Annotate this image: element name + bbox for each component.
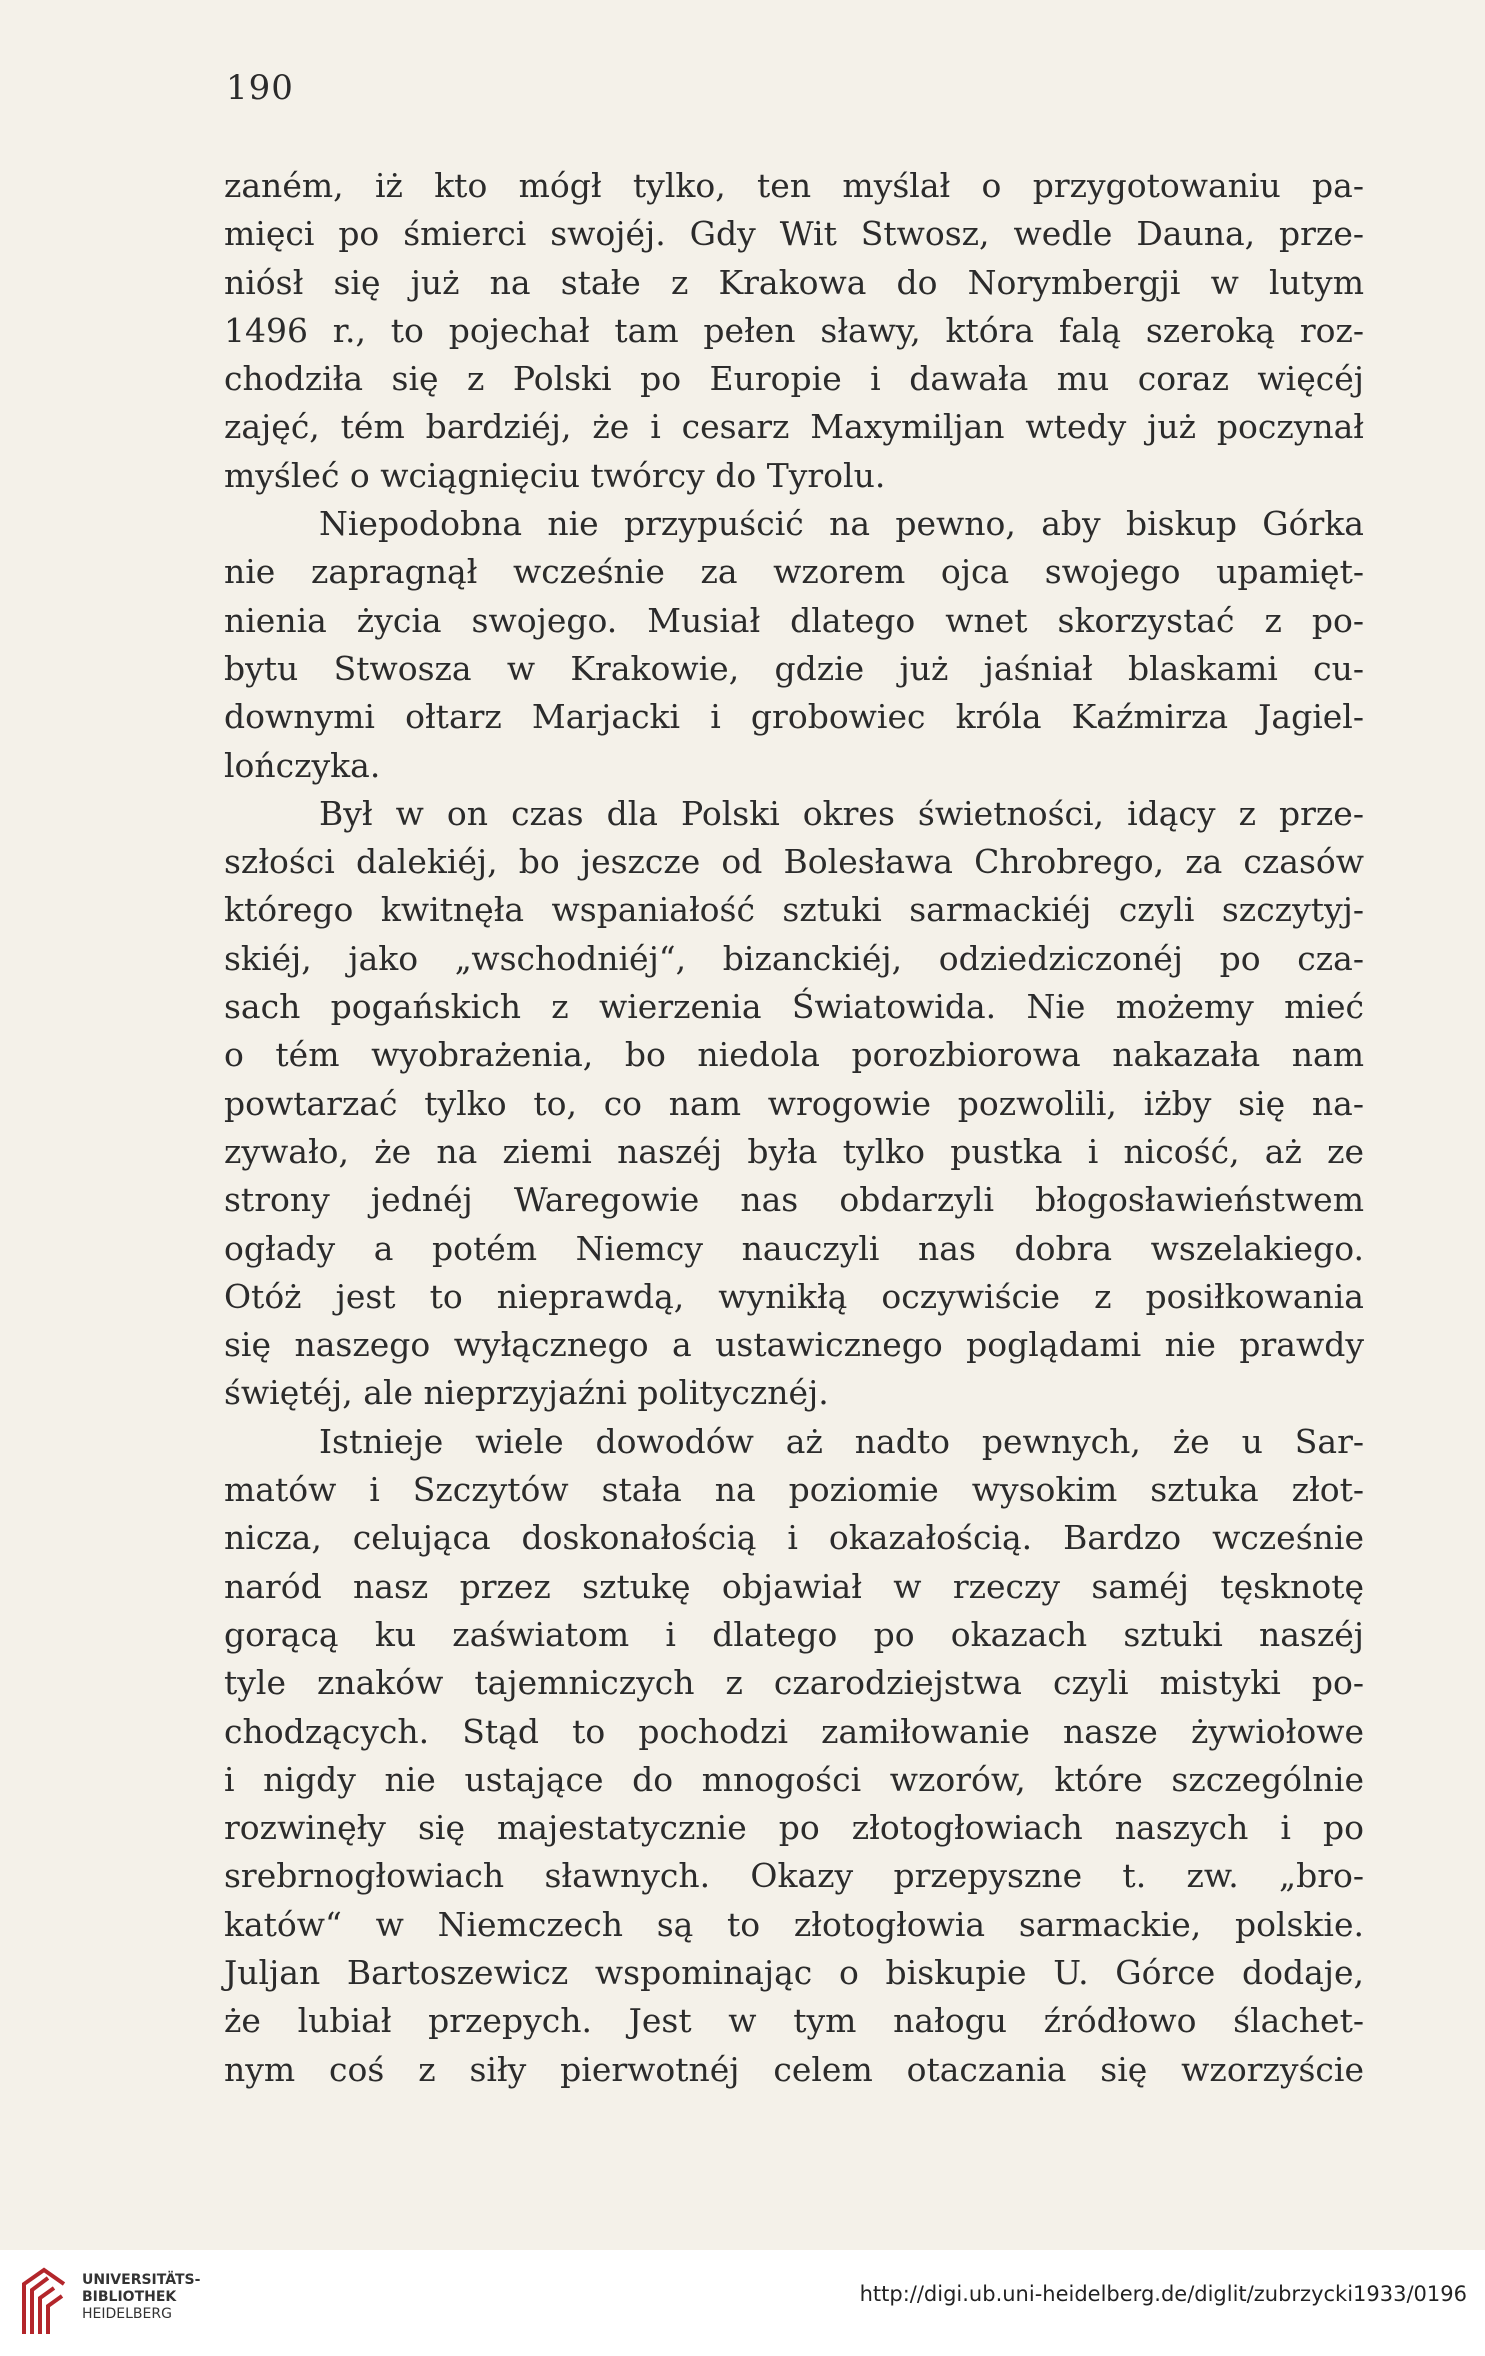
text-line: Juljan Bartoszewicz wspominając o biskupie U. Górce dodaje, [224, 1952, 1364, 1992]
text-line: chodzących. Stąd to pochodzi zamiłowanie nasze żywiołowe [224, 1711, 1364, 1751]
text-line: skiéj, jako „wschodniéj“, bizanckiéj, odziedziczonéj po cza- [224, 938, 1364, 978]
text-line: zywało, że na ziemi naszéj była tylko pustka i nicość, aż ze [224, 1131, 1364, 1171]
text-line: powtarzać tylko to, co nam wrogowie pozwolili, iżby się na- [224, 1083, 1364, 1123]
text-line: myśleć o wciągnięciu twórcy do Tyrolu. [224, 455, 886, 495]
text-line: chodziła się z Polski po Europie i dawała mu coraz więcéj [224, 359, 1364, 399]
logo-line-1: UNIVERSITÄTS- [82, 2272, 201, 2288]
text-line: niósł się już na stałe z Krakowa do Norymbergji w lutym [224, 262, 1364, 302]
text-line: zaném, iż kto mógł tylko, ten myślał o przygotowaniu pa- [224, 166, 1364, 205]
text-line: nicza, celująca doskonałością i okazałością. Bardzo wcześnie [224, 1518, 1364, 1558]
text-line: downymi ołtarz Marjacki i grobowiec króla Kaźmirza Jagiel- [224, 697, 1364, 737]
text-line: nie zapragnął wcześnie za wzorem ojca swojego upamięt- [224, 552, 1364, 592]
text-line: matów i Szczytów stała na poziomie wysokim sztuka złot- [224, 1470, 1364, 1510]
text-line: sach pogańskich z wierzenia Światowida. Nie możemy mieć [224, 987, 1364, 1027]
text-line: nienia życia swojego. Musiał dlatego wnet skorzystać z po- [224, 600, 1364, 640]
text-line: Niepodobna nie przypuścić na pewno, aby biskup Górka [319, 504, 1364, 544]
text-line: Był w on czas dla Polski okres świetności, idący z prze- [319, 793, 1364, 833]
text-line: świętéj, ale nieprzyjaźni politycznéj. [224, 1373, 829, 1413]
text-line: o tém wyobrażenia, bo niedola porozbiorowa nakazała nam [224, 1035, 1364, 1075]
body-text [224, 162, 1364, 2094]
text-line: i nigdy nie ustające do mnogości wzorów, które szczególnie [224, 1759, 1364, 1799]
library-logo-text [82, 2272, 200, 2323]
text-line: ogłady a potém Niemcy nauczyli nas dobra wszelakiego. [224, 1228, 1364, 1268]
text-line: bytu Stwosza w Krakowie, gdzie już jaśniał blaskami cu- [224, 648, 1364, 688]
text-line: katów“ w Niemczech są to złotogłowia sarmackie, polskie. [224, 1904, 1364, 1944]
logo-line-3: HEIDELBERG [82, 2306, 172, 2322]
footer-bar [0, 2250, 1485, 2356]
text-line: Otóż jest to nieprawdą, wynikłą oczywiście z posiłkowania [224, 1276, 1364, 1316]
text-line: że lubiał przepych. Jest w tym nałogu źródłowo ślachet- [224, 2001, 1364, 2041]
text-line: zajęć, tém bardziéj, że i cesarz Maxymiljan wtedy już poczynał [224, 407, 1364, 447]
logo-line-2: BIBLIOTHEK [82, 2289, 177, 2305]
source-url[interactable]: http://digi.ub.uni-heidelberg.de/diglit/zubrzycki1933/0196 [859, 2282, 1467, 2306]
text-line: Istnieje wiele dowodów aż nadto pewnych, że u Sar- [319, 1421, 1364, 1461]
text-line: mięci po śmierci swojéj. Gdy Wit Stwosz, wedle Dauna, prze- [224, 214, 1364, 254]
text-line: 1496 r., to pojechał tam pełen sławy, która falą szeroką roz- [224, 310, 1364, 350]
text-line: naród nasz przez sztukę objawiał w rzeczy saméj tęsknotę [224, 1566, 1364, 1606]
text-line: gorącą ku zaświatom i dlatego po okazach sztuki naszéj [224, 1614, 1364, 1654]
text-line: srebrnogłowiach sławnych. Okazy przepyszne t. zw. „bro- [224, 1856, 1364, 1896]
text-line: rozwinęły się majestatycznie po złotogłowiach naszych i po [224, 1808, 1364, 1848]
text-line: się naszego wyłącznego a ustawicznego poglądami nie prawdy [224, 1325, 1364, 1365]
text-line: szłości dalekiéj, bo jeszcze od Bolesława Chrobrego, za czasów [224, 842, 1364, 882]
text-line: strony jednéj Waregowie nas obdarzyli błogosławieństwem [224, 1180, 1364, 1220]
library-logo-icon [18, 2264, 70, 2340]
text-line: tyle znaków tajemniczych z czarodziejstwa czyli mistyki po- [224, 1663, 1364, 1703]
text-line: którego kwitnęła wspaniałość sztuki sarmackiéj czyli szczytyj- [224, 890, 1364, 930]
text-line: nym coś z siły pierwotnéj celem otaczania się wzorzyście [224, 2049, 1364, 2089]
text-line: lończyka. [224, 745, 381, 785]
page-number: 190 [226, 68, 294, 108]
